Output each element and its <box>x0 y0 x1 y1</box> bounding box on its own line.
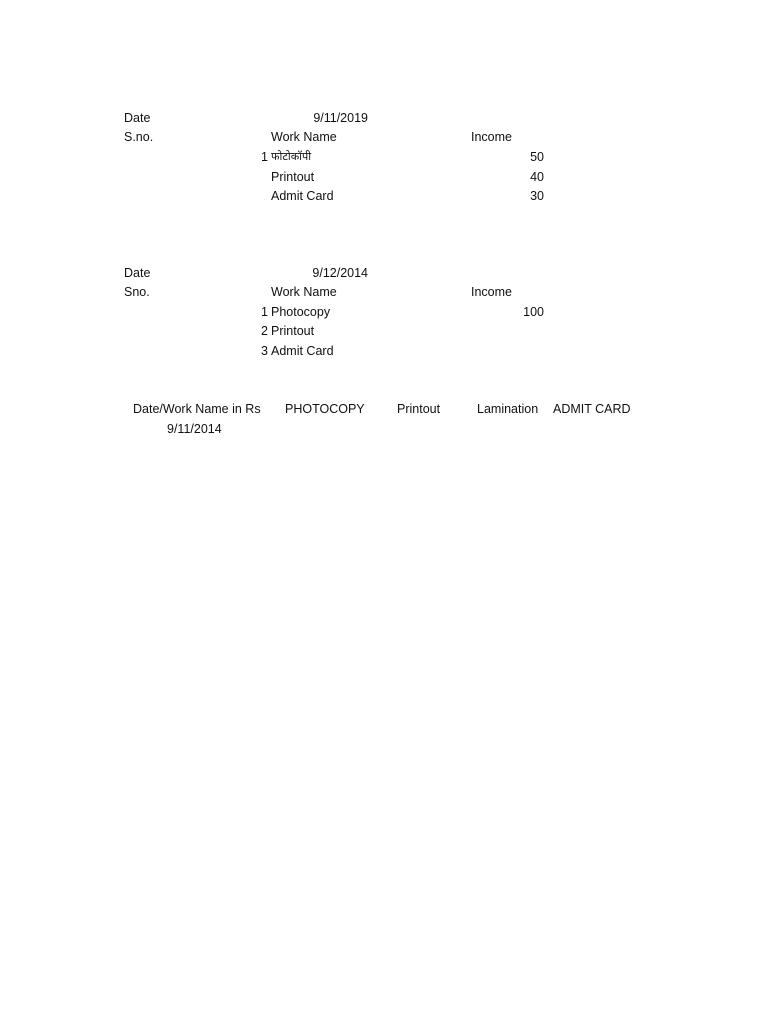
income-header: Income <box>471 285 512 299</box>
work-name-header: Work Name <box>271 285 337 299</box>
summary-header-printout: Printout <box>397 402 441 416</box>
row-work-name: Printout <box>271 170 315 184</box>
row-work-name: Printout <box>271 324 315 338</box>
date-label: Date <box>124 266 151 280</box>
row-income: 30 <box>530 189 544 203</box>
row-work-name: Photocopy <box>271 305 331 319</box>
row-work-name: फोटोकॉपी <box>271 151 312 163</box>
row-sno: 1 <box>261 150 268 164</box>
work-name-header: Work Name <box>271 130 337 144</box>
row-income: 50 <box>530 150 544 164</box>
row-sno: 2 <box>261 324 268 338</box>
date-value: 9/12/2014 <box>312 266 368 280</box>
summary-header-photocopy: PHOTOCOPY <box>285 402 365 416</box>
date-value: 9/11/2019 <box>313 111 368 125</box>
summary-row-date: 9/11/2014 <box>167 422 222 436</box>
row-work-name: Admit Card <box>271 344 334 358</box>
summary-header-date-work: Date/Work Name in Rs <box>133 402 261 416</box>
row-sno: 3 <box>261 344 268 358</box>
row-income: 100 <box>523 305 544 319</box>
income-header: Income <box>471 130 512 144</box>
summary-header-lamination: Lamination <box>477 402 539 416</box>
summary-header-admit-card: ADMIT CARD <box>553 402 631 416</box>
row-income: 40 <box>530 170 544 184</box>
sno-label: Sno. <box>124 285 150 299</box>
date-label: Date <box>124 111 151 125</box>
sno-label: S.no. <box>124 130 154 144</box>
row-work-name: Admit Card <box>271 189 334 203</box>
row-sno: 1 <box>261 305 268 319</box>
